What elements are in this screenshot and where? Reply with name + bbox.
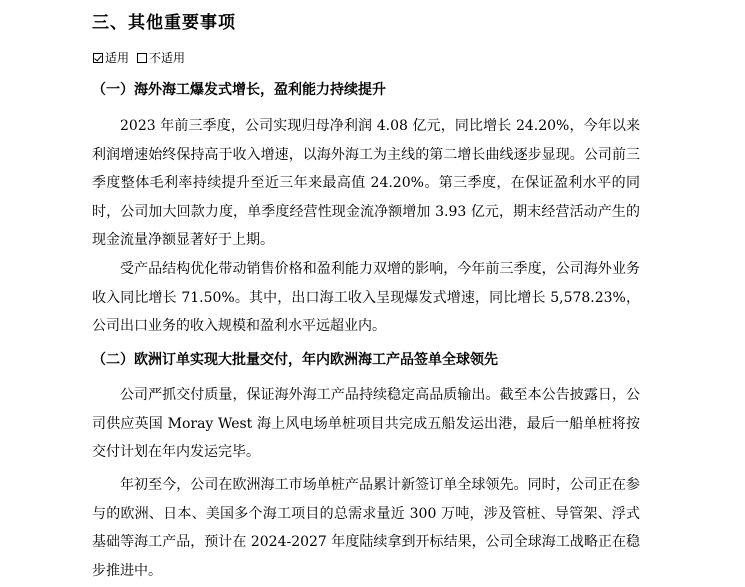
checked-checkbox-icon <box>93 53 103 63</box>
unchecked-checkbox-icon <box>137 53 147 63</box>
applicability-options <box>93 49 185 66</box>
subsection-1-paragraph-2: 受产品结构优化带动销售价格和盈利能力双增的影响，今年前三季度，公司海外业务收入同比增长 71.50%。其中，出口海工收入呈现爆发式增速，同比增长 5,578.23%，公司出口业务的收入规模和盈利水平远超业内。 <box>92 261 640 334</box>
subsection-1-paragraph-1: 2023 年前三季度，公司实现归母净利润 4.08 亿元，同比增长 24.20%，今年以来利润增速始终保持高于收入增速，以海外海工为主线的第二增长曲线逐步显现。公司前三季度整体毛利率持续提升至近三年来最高值 24.20%。第三季度，在保证盈利水平的同时，公司加大回款力度，单季度经营性现金流净额增加 3.93 亿元，期末经营活动产生的现金流量净额显著好于上期。 <box>92 118 640 248</box>
applicable-label: 适用 <box>105 51 130 65</box>
subsection-2-paragraph-2: 年初至今，公司在欧洲海工市场单桩产品累计新签订单全球领先。同时，公司正在参与的欧洲、日本、美国多个海工项目的总需求量近 300 万吨，涉及管桩、导管架、浮式基础等海工产品，预计在 2024-2027 年度陆续拿到开标结果，公司全球海工战略正在稳步推进中。 <box>92 477 640 579</box>
subsection-1-heading: （一）海外海工爆发式增长，盈利能力持续提升 <box>92 82 386 98</box>
subsection-2-heading: （二）欧洲订单实现大批量交付，年内欧洲海工产品签单全球领先 <box>92 352 498 368</box>
subsection-2-paragraph-1: 公司严抓交付质量，保证海外海工产品持续稳定高品质输出。截至本公告披露日，公司供应英国 Moray West 海上风电场单桩项目共完成五船发运出港，最后一船单桩将按交付计划在年内发运完毕。 <box>92 387 640 460</box>
not-applicable-label: 不适用 <box>149 51 186 65</box>
section-title: 三、其他重要事项 <box>92 13 236 33</box>
